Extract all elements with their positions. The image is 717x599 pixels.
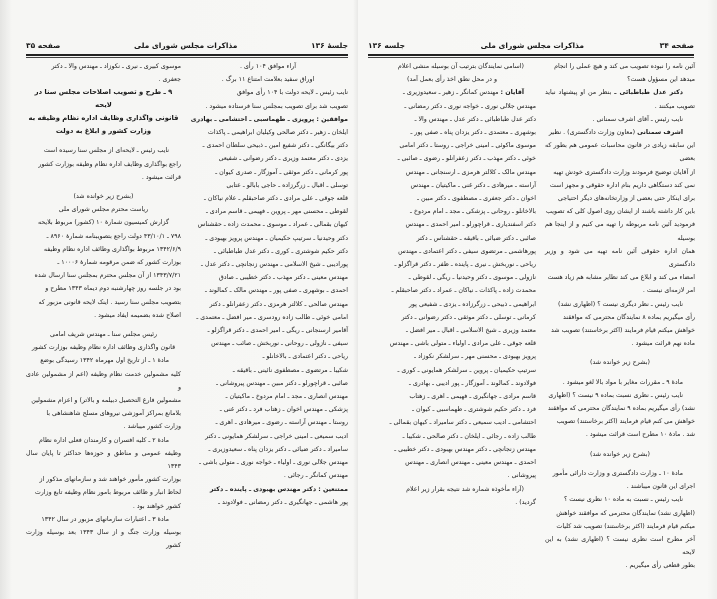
text-line: امامی خوئی ـ طالب زاده رودسری ـ میر افضل ـ معتمدی ـ bbox=[196, 313, 348, 321]
text-line: نشد) رأی میگیریم بماده ۹ نمایندگان محترمی که موافقند bbox=[547, 405, 695, 413]
read-note: (بشرح زیر خوانده شد) bbox=[590, 359, 650, 367]
text-line: فرد ـ دکتر حکیم شوشتری ـ طهماسبی ـ کیوان ـ bbox=[412, 406, 536, 414]
text-line: آخر مطرح است نظری نیست ؟ (اظهاری نشد) به این لایحه bbox=[545, 535, 695, 557]
speaker-text: بنظر من او پیشنهاد نباید تصویب میکنند . bbox=[545, 89, 695, 110]
read-note: (بشرح زیر خوانده شد) bbox=[590, 450, 650, 458]
names-label: آقایان : bbox=[500, 89, 524, 97]
text-line: نازولی ـ موسوی ـ دکتر وحیدنیا ـ ریگی ـ لقوطی ـ bbox=[408, 274, 536, 282]
text-line: لحاظ انبار و ظائف مربوط بامور نظام وظیفه تابع وزارت bbox=[34, 489, 181, 497]
signature: رئیس مجلس سنا ـ مهندس شریف امامی bbox=[49, 331, 158, 339]
text-line: پرویز بهبودی ـ محسنی مهر ـ سرلشکر نکوزاد ـ bbox=[414, 353, 536, 361]
text-line: مهندس زنجانچی ـ دکتر مهندس بهبودی ـ دکتر خطیبی ـ bbox=[394, 445, 536, 453]
text-line: بلامانع بمراکز آموزشی نیروهای مسلح شاهنشاهی با bbox=[46, 410, 181, 418]
text-line: پور کرمانی ـ دکتر موثقی ـ آموزگار ـ صدری کیوان ـ bbox=[215, 168, 348, 176]
text-line: دکتر وحیدنیا ـ سرتیپ حکیمیان ـ مهندس پرویز بهبودی ـ bbox=[205, 234, 348, 242]
text-line: میدهد این مسؤول هست؟ bbox=[627, 76, 695, 84]
voters-in-favor-heading: موافقین : پرویزی ـ طهماسبی ـ احتشامی ـ بهادری bbox=[190, 115, 348, 123]
text-line: اخوان ـ دکتر جعفری ـ مصطفوی ـ دکتر مبین ـ bbox=[417, 195, 536, 203]
text-line: قاسم مرادی ـ جهانگیری ـ فهیمی ـ اهری ـ زهتاب bbox=[409, 393, 536, 401]
text-line: وزارت کشور میباشد . bbox=[123, 423, 181, 431]
text-line: مهندس انصاری ـ مجد ـ امام مردوخ ـ ماکیتیان ـ bbox=[225, 393, 348, 401]
text-line: (اسامی نمایندگان بترتیب آن بوسیله منشی اعلام bbox=[397, 63, 524, 70]
text-line: پورادیبی ـ شیخ الاسلامی ـ مهندس زنجانچی ـ دکتر عدل ـ bbox=[201, 261, 348, 269]
text-line: احمدی ـ مهندس معینی ـ مهندس انصاری ـ مهندس bbox=[405, 459, 536, 467]
text-line: موسوی کبیری ـ نیری ـ نکوزاد ـ مهندس والا ـ دکتر bbox=[51, 63, 181, 70]
text-line: ۱۳۴۲/۶/۹ مربوط بواگذاری وظائف اداره نظام وظیفه bbox=[43, 245, 181, 253]
running-title: مذاکرات مجلس شورای ملی bbox=[134, 40, 238, 50]
text-line: همان اداره حقوقی آئین نامه تهیه می شود و وزیر دادگستری bbox=[545, 247, 695, 269]
text-line: مشمولین فارغ التحصیل دبیلمه و بالاتر) و اعزام مشمولین bbox=[31, 397, 181, 405]
text-line: مهندس معینی ـ دکتر مهذب ـ دکتر خطیبی ـ صادق bbox=[218, 274, 348, 282]
text-line: کیهان بقمالی ـ عمراد ـ موسوی ـ محمدت زاده ـ حقشناس bbox=[197, 221, 348, 229]
right-running-head bbox=[368, 38, 694, 56]
text-line: طالب زاده ـ رجائی ـ ایلخان ـ دکتر صالحی ـ شکیبا ـ bbox=[402, 432, 536, 440]
right-page bbox=[358, 0, 717, 599]
text-line: کرمانی ـ توسلی ـ دکتر موثقی ـ دکتر رضوانی ـ دکتر bbox=[401, 313, 536, 321]
text-line: ادیب سمیعی ـ امینی خراجی ـ سرلشکر همایونی ـ دکتر bbox=[205, 432, 348, 440]
speaker-name: دکتر عدل طباطبائی ـ bbox=[614, 89, 683, 97]
page-number: صفحه ۳۴ bbox=[659, 40, 694, 50]
text-line: فرمودید آئین نامه مربوطه را تهیه می کنیم و از اینجا هم بوسیله bbox=[545, 221, 695, 242]
text-line: کلیه مشمولین خدمت نظام وظیفه (اعم از مشمولین عادی و bbox=[26, 370, 181, 391]
section-title: وزارت کشور و ابلاغ به دولت bbox=[55, 127, 152, 136]
text-line: رأی میگیریم بماده ۸ نمایندگان محترمی که موافقند bbox=[562, 313, 695, 321]
text-line: فولادوند ـ کمالوند ـ آموزگار ـ پور ادیبی ـ بهادری ـ bbox=[408, 379, 536, 387]
article-2: مادهٔ ۲ ـ کلیه افسران و کارمندان فعلی اداره نظام bbox=[39, 436, 169, 444]
session-number: جلسهٔ ۱۳۶ bbox=[311, 40, 348, 50]
left-page-left-column bbox=[26, 60, 181, 553]
text-line: بوزارت کشور که ضمن مرقومه شمارهٔ ۱۰۰۰۶ ـ bbox=[57, 259, 181, 267]
text-line: روستا ـ مهندس آراسته ـ رضوی ـ میرهادی ـ اهری ـ bbox=[215, 419, 348, 427]
text-line: (آراء مأخوذه شماره شد نتیجه بقرار زیر اعلام bbox=[406, 485, 524, 493]
text-line: ماده نهم قرائت میشود . bbox=[631, 340, 695, 348]
text-line: شد . مادهٔ ۱۰ مطرح است قرائت میشود . bbox=[585, 431, 695, 439]
right-page-right-column bbox=[545, 60, 695, 573]
article-3: مادهٔ ۳ ـ اعتبارات سازمانهای مزبور در سال ۱۳۴۲ bbox=[41, 515, 169, 523]
text-line: خوئی ـ دکتر مهذب ـ دکتر زعفرانلو ـ رضوی ـ صائبی ـ bbox=[397, 155, 536, 163]
text-line: باین کار داشته باشند از ایشان روی اصول کلی که تصویب bbox=[546, 208, 695, 216]
text-line: راجع بواگذاری وظایف اداره نظام وظیفه بوزارت کشور bbox=[38, 160, 181, 168]
article-1: مادهٔ ۱ ـ از تاریخ اول مهرماه ۱۳۴۲ رسیدگی بوضع bbox=[40, 357, 169, 365]
article-9: مادهٔ ۹ ـ مقررات مغایر با مواد بالا لغو میشود . bbox=[562, 378, 683, 386]
left-page-right-column bbox=[188, 60, 348, 509]
speaker-line: نایب رئیس ـ لایحه‌ای از مجلس سنا رسیده است bbox=[43, 147, 169, 155]
text-line: مهندس صالحی ـ کلالتر هرمزی ـ دکتر زعفرانلو ـ دکتر bbox=[209, 300, 348, 308]
text-line: بطور قطعی رأی میگیریم . bbox=[625, 562, 695, 570]
text-line: مهندس جلالی نوری ـ اولیاء ـ خواجه نوری ـ متولی باشی ـ bbox=[199, 459, 348, 467]
text-line: دکتر بیگانگی ـ دکتر شفیع امین ـ ذبیحی سلطان احمدی ـ bbox=[202, 142, 348, 150]
text-line: برای اینکار حتی بعضی از وزارتخانه‌های دیگر احتیاجی bbox=[557, 195, 695, 203]
text-line: ۷۹۸ ـ ۴۳/۱۰/۱ دولت راجع بتصویبنامه شمارهٔ ۸۹۶۰ ـ bbox=[46, 232, 181, 240]
text-line: آراسته ـ میرهادی ـ دکتر غنی ـ ماکیتیان ـ مهندس bbox=[410, 181, 536, 189]
text-line: یزدی ـ دکتر معتمد وزیری ـ دکتر رضوانی ـ شفیعی bbox=[218, 155, 348, 163]
text-line: و در محل نطق اخذ رأی بعمل آمد) bbox=[406, 76, 498, 84]
text-line: اوراق سفید بعلامت امتناع ۱۱ برگ . bbox=[221, 76, 315, 84]
text-line: بود در جلسه روز چهارشنبه دوم دیماه ۱۳۴۳ مطرح و bbox=[45, 285, 181, 293]
text-line: صائبی ـ قراچورلو ـ دکتر مبین ـ مهندس پیروشانی ـ bbox=[216, 379, 348, 387]
text-line: قلعه جوقی ـ علی مرادی ـ دکتر صاحبقلم ـ علام نیاکان ـ bbox=[204, 195, 348, 203]
right-page-left-column bbox=[368, 60, 536, 509]
abstainers-heading: ممتنعین : دکتر مهندس بهبودی ـ پاینده ـ دکتر bbox=[209, 485, 348, 493]
read-note: (بشرح زیر خوانده شد) bbox=[73, 193, 134, 201]
text-line: بالاخانلو ـ روحانی ـ پزشکی ـ مجد ـ امام مردوخ ـ bbox=[410, 208, 536, 216]
text-line: (اظهاری نشد) نمایندگان محترمی که موافقند خواهش bbox=[556, 509, 695, 517]
text-line: سیفی ـ نازولی ـ روحانی ـ نوربخش ـ صائب ـ مهندس bbox=[211, 340, 348, 348]
text-line: ایلخان ـ زهیر ـ دکتر صالحی وکیلیان ابراهیمی ـ پاکذات bbox=[207, 129, 348, 137]
text-line: آراء موافق ۱۰۴ رأی . bbox=[239, 63, 297, 70]
text-line: گردید) . bbox=[515, 498, 536, 506]
text-line: احمدی ـ بوشهری ـ صفی پور ـ مهندس مالک ـ کمالوند ـ bbox=[205, 287, 348, 295]
text-line: این سابقه زیادی در قانون محاسبات عمومی هم بطور که بعضی bbox=[545, 142, 695, 163]
text-line: لقوطی ـ محسنی مهر ـ پروین ـ فهیمی ـ قاسم مرادی ـ bbox=[205, 208, 348, 216]
speaker-line: نایب رئیس ـ لایحه دولت با ۱۰۴ رأی موافق bbox=[236, 89, 348, 97]
speaker-name: اشرف سمنانی bbox=[637, 129, 683, 137]
text-line: دکتر حکیم شوشتری ـ کوری ـ دکتر عدل طباطبائی ـ bbox=[214, 247, 348, 255]
text-line: جعفری . bbox=[158, 76, 181, 84]
text-line: اجرای این قانون میباشند . bbox=[626, 483, 695, 491]
text-line: سرتیپ حکیمیان ـ پروین ـ سرلشکر همایونی ـ کوری ـ bbox=[397, 366, 536, 374]
left-page bbox=[0, 0, 358, 599]
text-line: مهندس کمانگر ـ رجائی . bbox=[283, 472, 348, 480]
text-line: ۱۳۴۳/۷/۲۱ از آن مجلس محترم بمجلس سنا ارسال شده bbox=[34, 272, 181, 280]
text-line: بتصویب مجلس سنا رسید . اینک لایحه قانونی مزبور که bbox=[38, 298, 181, 306]
text-line: خواهش می کنم قیام فرمایند (اکثر برخاستند) تصویب bbox=[556, 418, 695, 426]
left-running-head bbox=[26, 38, 348, 56]
text-line: دکتر عدل طباطبائی ـ دکتر عدل ـ مهندس والا ـ bbox=[414, 115, 536, 123]
running-title: مذاکرات مجلس شورای ملی bbox=[480, 40, 584, 50]
chair-line: نایب رئیس ـ نظری نسبت بماده ۹ نیست ؟ (اظهاری bbox=[548, 391, 683, 399]
section-title: ۹ ـ طرح و تصویب اصلاحات مجلس سنا در لایحه bbox=[34, 88, 173, 110]
text-line: خواهش میکنم قیام فرمایند (اکثر برخاستند) تصویب شد bbox=[551, 327, 695, 335]
text-line: ابراهیمی ـ ذبیحی ـ زرگرزاده ـ یزدی ـ شفیعی پور bbox=[408, 300, 536, 308]
header-rule bbox=[368, 57, 694, 58]
chair-line: نایب رئیس ـ آقای اشرف سمنانی . bbox=[592, 115, 683, 123]
text-line: پزشکی ـ مهندس اخوان ـ زهتاب فرد ـ دکتر غنی ـ bbox=[219, 406, 348, 414]
text-line: صائبی ـ دکتر ضیائی ـ باقیقه ـ حقشناس ـ دکتر bbox=[416, 234, 536, 242]
text-line: از آقایان توضیح فرمودند وزارت دادگستری خودش تهیه bbox=[553, 168, 695, 176]
text-line: امر لازمه‌ای نیست . bbox=[642, 287, 695, 295]
chair-line: نایب رئیس ـ نظر دیگری نیست ؟ (اظهاری نشد) bbox=[558, 300, 683, 308]
text-line: احتشامی ـ ادیب سمیعی ـ دکتر سامیراد ـ کیهان بقمالی ـ bbox=[389, 419, 536, 427]
text-line: سامیراد ـ دکتر ضیائی ـ دکتر یزدان پناه ـ سعیدوزیری ـ bbox=[208, 445, 348, 453]
text-line: شکیبا ـ مرتضوی ـ مصطفوی نائینی ـ باقیقه ـ bbox=[232, 366, 348, 374]
text-line: بوشهری ـ معتمدی ـ دکتر یزدان پناه ـ صفی پور ـ bbox=[410, 129, 536, 137]
law-title: قانون واگذاری وظائف اداره نظام وظیفه بوزارت کشور bbox=[31, 344, 176, 352]
text-line: اصلاح شده بضمیمه ایفاد میشود . bbox=[94, 311, 181, 319]
text-line: کشور خواهند بود . bbox=[132, 502, 181, 510]
text-line: نمی کند دستگاهی داریم بنام اداره حقوقی و مجهز است bbox=[549, 181, 695, 189]
text-line: محمدت زاده ـ پاکذات ـ نیاکان ـ عمراد ـ دکتر صاحبقلم ـ bbox=[391, 287, 536, 295]
text-line: میکنم قیام فرمایند (اکثر برخاستند) تصویب شد کلیات bbox=[556, 522, 695, 530]
chair-line: نایب رئیس ـ نسبت به ماده ۱۰ نظری نیست ؟ bbox=[563, 496, 683, 504]
text-line: مهندس مالک ـ کلالتر هرمزی ـ ارسنجانی ـ مهندس bbox=[405, 168, 536, 176]
text-line: بوسیله وزارت جنگ و از سال ۱۳۴۳ بعد بوسیله وزارت کشور bbox=[26, 529, 182, 550]
text-line: قرائت میشود . bbox=[141, 173, 181, 181]
text-line: ریاحی ـ نوربخش ـ نیری ـ پاینده ـ ظفر ـ دکتر قراگزلو ـ bbox=[394, 261, 536, 269]
text-line: پورهاشمی ـ مرتضوی سیفی ـ دکتر اعتمادی ـ مهندس bbox=[398, 247, 536, 255]
text-line: مهندس جلالی نوری ـ خواجه نوری ـ دکتر رمضانی ـ bbox=[404, 102, 536, 110]
text-line: توسلی ـ اقبال ـ زرگرزاده ـ حاجی بابالو ـ عتابی bbox=[226, 181, 348, 189]
text-line: پور هاشمی ـ جهانگیری ـ دکتر رمضانی ـ فولادوند ـ bbox=[218, 498, 348, 506]
article-10: مادهٔ ۱۰ ـ وزارت دادگستری و وزارت دارائی مأمور bbox=[552, 469, 683, 477]
text-line: ریاحی ـ دکتر اعتمادی ـ بالاخانلو ـ bbox=[262, 353, 348, 361]
page-number: صفحه ۳۵ bbox=[26, 40, 61, 50]
text-line: امضاء می کند و ابلاغ می کند نظایر مشابه هم زیاد هست bbox=[547, 274, 695, 282]
text-line: پیروشانی . bbox=[507, 472, 536, 480]
addressee: ریاست محترم مجلس شورای ملی bbox=[58, 206, 149, 214]
text-line: آقامیر ارسنجانی ـ ریگی ـ امیر احمدی ـ دکتر قراگزلو ـ bbox=[207, 327, 348, 335]
text-line: دکتر اسفندیاری ـ قراچورلو ـ امیر احمدی ـ مهندس bbox=[405, 221, 536, 229]
text-line: قلعه جوقی ـ علی مرادی ـ اولیاء ـ متولی باشی ـ مهندس bbox=[389, 340, 536, 348]
speaker-text: (معاون وزارت دادگستری) . نظیر bbox=[548, 129, 636, 137]
session-number: جلسه ۱۳۶ bbox=[368, 40, 406, 50]
text-line: وظیفه عمومی و مناطق و حوزه‌ها حداکثر تا پایان سال ۱۳۴۳ bbox=[26, 449, 181, 471]
text-line: گزارش کمیسیون شمارهٔ ۱۰ (کشور) مربوط بلایحه bbox=[37, 219, 169, 227]
text-line: مهندس کمانگر ـ زهیر ـ سعیدوزیری ـ bbox=[403, 89, 499, 97]
section-title: قانونی واگذاری وظایف اداره نظام وظیفه به bbox=[28, 114, 179, 123]
text-line: آئین نامه را نبوده تصویب می کند و هیچ عملی را انجام bbox=[554, 63, 695, 70]
text-line: تصویب شد برای تصویب بمجلس سنا فرستاده میشود . bbox=[205, 102, 348, 110]
text-line: موسوی ماکوئی ـ امینی خراجی ـ روستا ـ دکتر امامی bbox=[399, 142, 536, 150]
text-line: معتمد وزیری ـ شیخ الاسلامی ـ اقبال ـ میر افضل ـ bbox=[405, 327, 536, 335]
text-line: بوزارت کشور مأمور خواهند شد و سازمانهای مذکور از bbox=[39, 476, 181, 484]
header-rule bbox=[26, 57, 348, 58]
